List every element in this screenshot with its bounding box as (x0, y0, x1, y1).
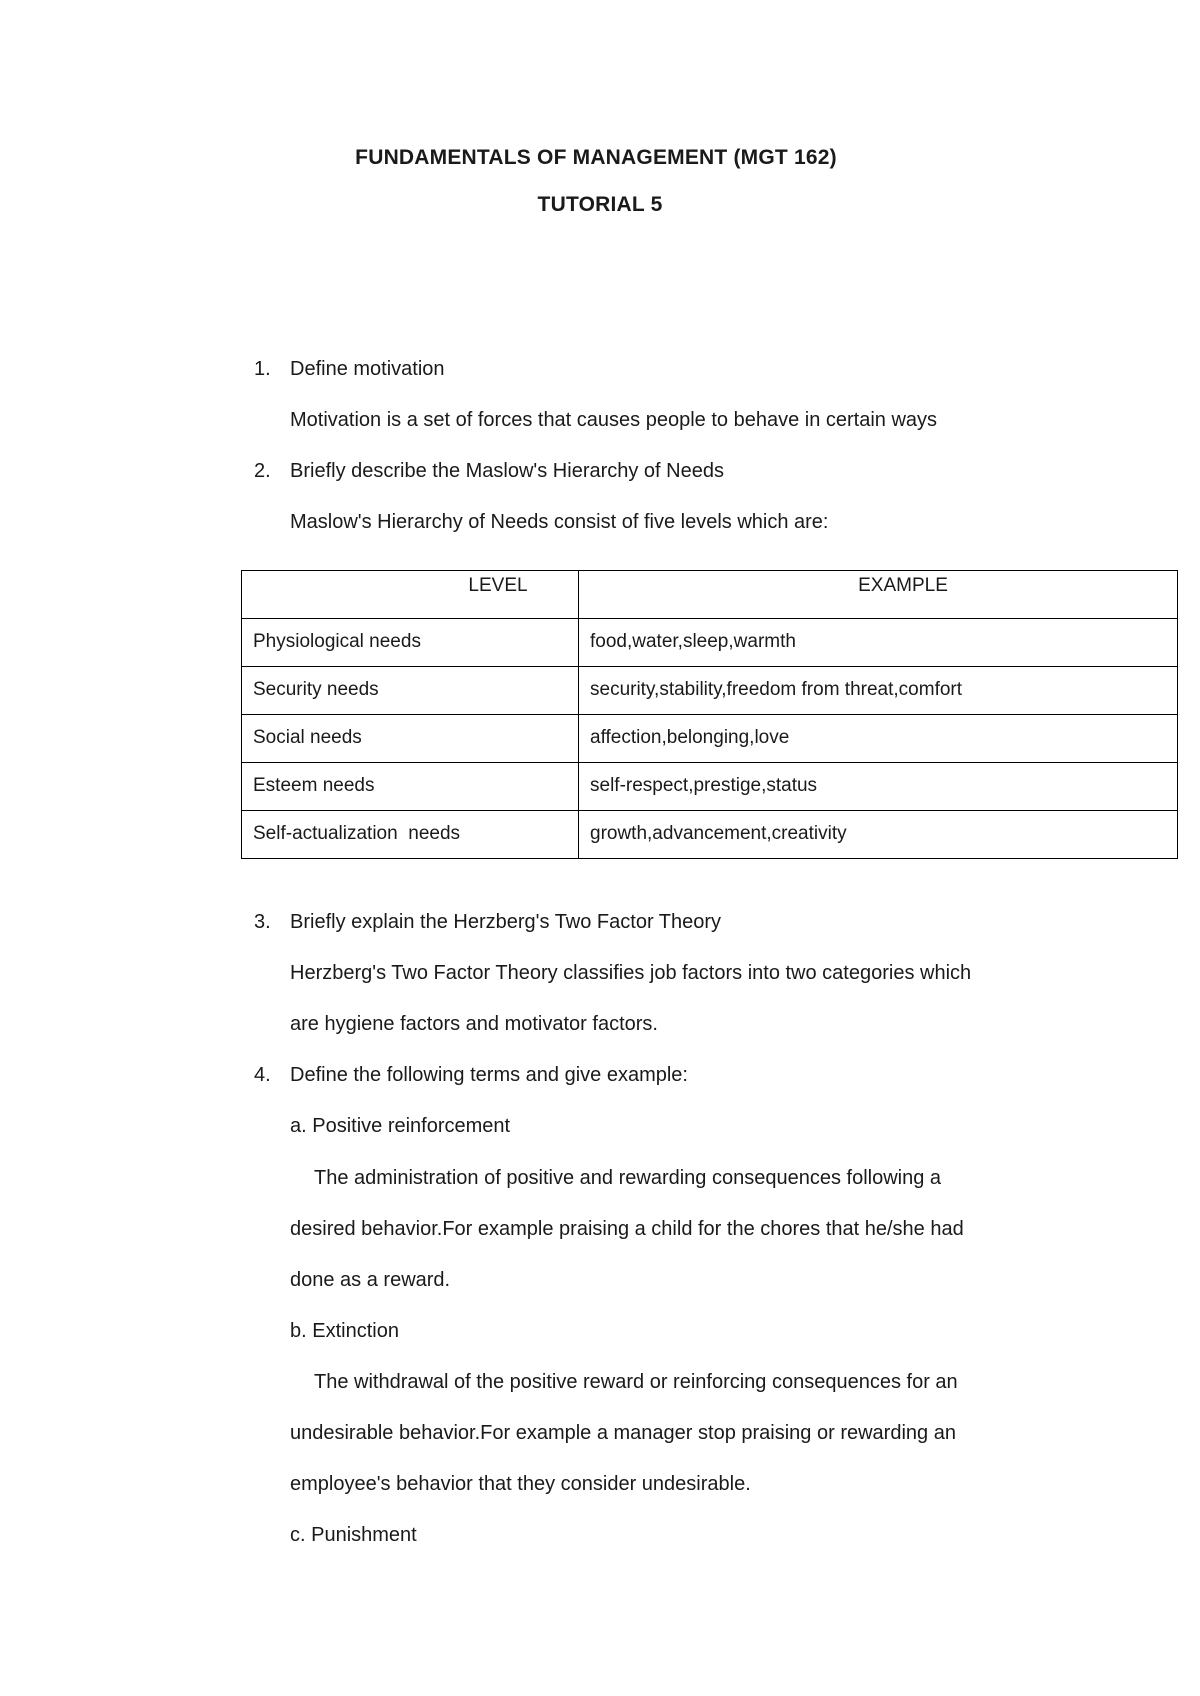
question-text: Define motivation (290, 358, 445, 380)
term-label: a. Positive reinforcement (290, 1115, 511, 1137)
table-row (242, 715, 1178, 763)
table-cell-level: Self-actualization needs (242, 811, 579, 859)
table-cell-level: Physiological needs (242, 619, 579, 667)
term-definition: The withdrawal of the positive reward or reinforcing consequences for an (314, 1371, 958, 1393)
answer-text: Maslow's Hierarchy of Needs consist of five levels which are: (290, 511, 829, 533)
table-cell-level: Esteem needs (242, 763, 579, 811)
answer-text: Motivation is a set of forces that causes people to behave in certain ways (290, 409, 938, 431)
term-definition: The administration of positive and rewarding consequences following a (314, 1167, 942, 1189)
table-cell-example: food,water,sleep,warmth (579, 619, 1178, 667)
table-header-row (242, 571, 1178, 619)
term-label: b. Extinction (290, 1320, 399, 1342)
answer-text: Herzberg's Two Factor Theory classifies job factors into two categories which (290, 962, 972, 984)
table-header-cell: EXAMPLE (579, 571, 1178, 619)
question-number: 1. (254, 358, 271, 380)
table-cell-example: security,stability,freedom from threat,comfort (579, 667, 1178, 715)
question-text: Briefly explain the Herzberg's Two Factor Theory (290, 911, 722, 933)
table-cell-example: growth,advancement,creativity (579, 811, 1178, 859)
answer-text: are hygiene factors and motivator factors. (290, 1013, 658, 1035)
term-definition: undesirable behavior.For example a manager stop praising or rewarding an (290, 1422, 956, 1444)
question-number: 4. (254, 1064, 271, 1086)
table-row (242, 811, 1178, 859)
question-text: Define the following terms and give example: (290, 1064, 688, 1086)
table-row (242, 619, 1178, 667)
table-cell-level: Security needs (242, 667, 579, 715)
question-text: Briefly describe the Maslow's Hierarchy of Needs (290, 460, 724, 482)
table-header-cell: LEVEL (242, 571, 579, 619)
table-row (242, 667, 1178, 715)
term-definition: employee's behavior that they consider undesirable. (290, 1473, 751, 1495)
document-title: FUNDAMENTALS OF MANAGEMENT (MGT 162) (355, 146, 837, 169)
term-definition: done as a reward. (290, 1269, 451, 1291)
term-label: c. Punishment (290, 1524, 417, 1546)
table-cell-level: Social needs (242, 715, 579, 763)
table-cell-example: affection,belonging,love (579, 715, 1178, 763)
document-subtitle: TUTORIAL 5 (537, 193, 663, 216)
question-number: 2. (254, 460, 271, 482)
question-number: 3. (254, 911, 271, 933)
term-definition: desired behavior.For example praising a child for the chores that he/she had (290, 1218, 964, 1240)
table-row (242, 763, 1178, 811)
maslow-needs-table (241, 570, 1178, 859)
table-cell-example: self-respect,prestige,status (579, 763, 1178, 811)
